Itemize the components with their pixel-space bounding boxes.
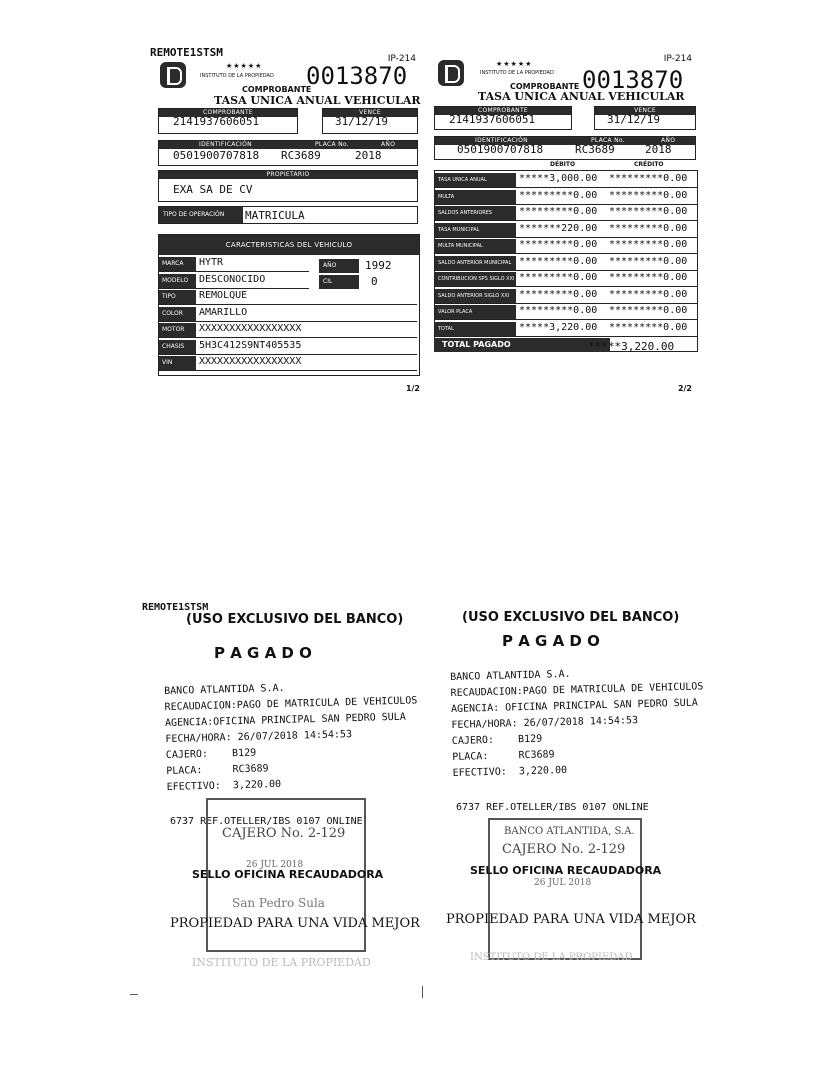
placa-value: RC3689	[281, 149, 321, 162]
amount-label: TASA UNICA ANUAL	[435, 173, 516, 187]
comprobante-box: COMPROBANTE 2141937606051	[158, 108, 298, 134]
amount-row	[435, 173, 697, 188]
credito-value: *********0.00	[609, 173, 688, 184]
debito-value: *********0.00	[519, 206, 598, 217]
cajero-stamp	[488, 818, 642, 960]
characteristic-row	[159, 274, 309, 289]
vence-box: VENCE 31/12/19	[594, 106, 696, 130]
pagado-label: P A G A D O	[214, 644, 312, 662]
scan-mark	[422, 986, 423, 998]
sello-label: SELLO OFICINA RECAUDADORA	[470, 864, 662, 877]
bank-lines	[450, 663, 706, 782]
amount-label: SALDO ANTERIOR SIGLO XXI	[435, 289, 516, 303]
identificacion-label: IDENTIFICACIÓN	[475, 137, 528, 144]
characteristic-label: TIPO	[159, 290, 196, 304]
stamp-date: 26 JUL 2018	[534, 878, 592, 888]
amount-label: SALDO ANTERIOR MUNICIPAL	[435, 256, 516, 270]
tipo-operacion-label: TIPO DE OPERACIÓN	[159, 207, 243, 223]
tipo-operacion-box	[158, 206, 418, 224]
bank-name: BANCO ATLANTIDA S.A.	[450, 668, 571, 683]
efectivo-line: EFECTIVO: 3,220.00	[452, 764, 568, 779]
characteristic-value: 5H3C412S9NT405535	[199, 339, 302, 351]
form-code: IP-214	[387, 54, 416, 64]
left-receipt	[150, 44, 422, 394]
remote-tag: REMOTE1STSM	[150, 46, 223, 59]
fecha-line: FECHA/HORA: 26/07/2018 14:54:53	[451, 715, 639, 731]
stamp-city: San Pedro Sula	[232, 896, 325, 910]
stamp-date: 26 JUL 2018	[246, 860, 304, 870]
cil-label: CIL	[319, 275, 359, 289]
debito-value: *********0.00	[519, 255, 598, 267]
characteristic-value: AMARILLO	[199, 306, 248, 318]
placa-line: PLACA: RC3689	[452, 749, 555, 763]
agencia-line: AGENCIA: OFICINA PRINCIPAL SAN PEDRO SULA	[450, 697, 698, 715]
cil-value: 0	[371, 275, 378, 288]
characteristic-value: XXXXXXXXXXXXXXXXX	[199, 356, 302, 367]
sello-label: SELLO OFICINA RECAUDADORA	[192, 868, 384, 881]
institute-name: INSTITUTO DE LA PROPIEDAD	[192, 956, 371, 969]
credito-value: *********0.00	[609, 189, 688, 201]
characteristic-label: MOTOR	[159, 323, 196, 337]
comprobante-title: COMPROBANTE	[510, 82, 580, 91]
characteristic-row	[159, 257, 309, 272]
credito-value: *********0.00	[609, 288, 688, 300]
debito-value: *****3,000.00	[519, 173, 598, 184]
receipt-title: TASA UNICA ANUAL VEHICULAR	[214, 94, 421, 107]
comprobante-title: COMPROBANTE	[242, 85, 312, 94]
amount-label: MULTA	[435, 190, 516, 204]
stars-icon: ★★★★★	[496, 60, 533, 68]
anio-value: 2018	[645, 143, 672, 156]
characteristic-label: VIN	[159, 356, 196, 370]
debito-value: *****3,220.00	[519, 321, 598, 333]
tipo-operacion-value: MATRICULA	[245, 209, 305, 222]
credito-value: *********0.00	[609, 222, 688, 234]
fecha-line: FECHA/HORA: 26/07/2018 14:54:53	[165, 729, 353, 745]
pagado-label: P A G A D O	[502, 632, 600, 650]
credito-value: *********0.00	[609, 321, 688, 333]
vence-box: VENCE 31/12/19	[322, 108, 418, 134]
characteristic-label: COLOR	[159, 307, 196, 321]
form-code: IP-214	[663, 54, 692, 64]
agencia-line: AGENCIA:OFICINA PRINCIPAL SAN PEDRO SULA	[164, 711, 406, 729]
ref-line: 6737 REF.OTELLER/IBS 0107 ONLINE	[456, 802, 649, 813]
credito-value: *********0.00	[609, 272, 688, 283]
propietario-value: EXA SA DE CV	[173, 183, 253, 196]
credito-value: *********0.00	[609, 305, 688, 316]
vence-value: 31/12/19	[607, 113, 660, 126]
anio2-value: 1992	[365, 259, 392, 272]
amount-label: VALOR PLACA	[435, 305, 516, 319]
amount-row	[435, 305, 697, 320]
characteristic-row	[159, 290, 417, 305]
propietario-box: PROPIETARIO EXA SA DE CV	[158, 170, 418, 202]
anio2-label: AÑO	[319, 259, 359, 273]
amount-row	[435, 223, 697, 238]
stamp-bank: BANCO ATLANTIDA, S.A.	[504, 826, 635, 837]
credito-value: *********0.00	[609, 206, 688, 217]
characteristic-value: DESCONOCIDO	[199, 273, 266, 285]
cajero-line: CAJERO: B129	[451, 733, 543, 747]
characteristic-row	[159, 323, 417, 338]
anio-label: AÑO	[661, 137, 676, 144]
right-receipt	[430, 44, 700, 394]
remote-tag: REMOTE1STSM	[142, 602, 209, 613]
recaudacion-line: RECAUDACION:PAGO DE MATRICULA DE VEHICULOS	[164, 695, 418, 713]
amount-label: CONTRIBUCION SPS SIGLO XXI	[435, 272, 516, 286]
bank-stamp-left	[140, 598, 430, 978]
identificacion-value: 0501900707818	[457, 143, 544, 156]
debito-value: *********0.00	[519, 189, 598, 201]
credito-value: *********0.00	[609, 239, 688, 250]
page-number: 1/2	[405, 384, 420, 393]
identificacion-label: IDENTIFICACIÓN	[199, 141, 252, 148]
characteristic-label: CHASIS	[159, 340, 196, 354]
debito-value: *******220.00	[519, 222, 598, 234]
characteristic-row	[159, 307, 417, 322]
bank-header: (USO EXCLUSIVO DEL BANCO)	[186, 612, 404, 627]
credito-label: CRÉDITO	[634, 161, 664, 168]
characteristic-value: XXXXXXXXXXXXXXXXX	[199, 323, 302, 334]
recaudacion-line: RECAUDACION:PAGO DE MATRICULA DE VEHICULOS	[450, 681, 704, 699]
anio-value: 2018	[355, 149, 382, 162]
credito-value: *********0.00	[609, 255, 688, 267]
serial-number: 0013870	[306, 62, 408, 90]
institute-name: INSTITUTO DE LA PROPIEDAD	[470, 952, 633, 963]
stamp-cajero: CAJERO No. 2-129	[222, 826, 346, 841]
institute-name: INSTITUTO DE LA PROPIEDAD	[480, 70, 554, 76]
caracteristicas-box: CARACTERISTICAS DEL VEHICULO MARCA HYTR MODELO DESCONOCIDO TIPO REMOLQUE COLOR AMARILLO MOTOR XXXXXXXXXXXXXXXXX CHASIS 5H3C412S9NT405535 VIN XXXXXXXXXXXXXXXXX AÑO 1992 CIL 0	[158, 234, 420, 376]
receipt-title: TASA UNICA ANUAL VEHICULAR	[478, 90, 685, 103]
total-pagado-value: *****3,220.00	[588, 340, 675, 353]
placa-label: PLACA No.	[315, 141, 349, 148]
institute-name: INSTITUTO DE LA PROPIEDAD	[200, 73, 274, 79]
bank-name: BANCO ATLANTIDA S.A.	[164, 682, 285, 697]
amount-label: TASA MUNICIPAL	[435, 223, 516, 237]
placa-line: PLACA: RC3689	[166, 763, 269, 777]
debito-label: DÉBITO	[550, 161, 576, 168]
identificacion-value: 0501900707818	[173, 149, 260, 162]
serial-number: 0013870	[582, 66, 684, 94]
stars-icon: ★★★★★	[226, 62, 263, 70]
stamp-cajero: CAJERO No. 2-129	[502, 842, 626, 857]
placa-value: RC3689	[575, 143, 615, 156]
amount-label: MULTA MUNICIPAL	[435, 239, 516, 253]
page-number: 2/2	[677, 384, 692, 393]
amount-row	[435, 322, 697, 337]
amount-label: TOTAL	[435, 322, 516, 336]
amount-label: SALDOS ANTERIORES	[435, 206, 516, 220]
comprobante-value: 2141937606051	[173, 115, 260, 128]
ref-line: 6737 REF.OTELLER/IBS 0107 ONLINE	[170, 816, 363, 827]
amount-row	[435, 289, 697, 304]
cajero-line: CAJERO: B129	[165, 747, 257, 761]
bank-lines	[164, 677, 420, 796]
efectivo-line: EFECTIVO: 3,220.00	[166, 778, 282, 793]
debito-value: *********0.00	[519, 288, 598, 300]
amount-row	[435, 256, 697, 271]
institute-logo-icon	[160, 62, 186, 88]
amounts-table	[434, 170, 698, 352]
amount-row	[435, 206, 697, 221]
amount-row	[435, 190, 697, 205]
total-pagado-label: TOTAL PAGADO	[434, 338, 610, 352]
debito-value: *********0.00	[519, 239, 598, 250]
vence-value: 31/12/19	[335, 115, 388, 128]
motto: PROPIEDAD PARA UNA VIDA MEJOR	[170, 916, 420, 931]
characteristic-row	[159, 340, 417, 355]
characteristic-value: REMOLQUE	[199, 290, 248, 301]
debito-value: *********0.00	[519, 272, 598, 283]
characteristic-row	[159, 356, 417, 371]
identificacion-box	[434, 136, 696, 160]
comprobante-value: 2141937606051	[449, 113, 536, 126]
bank-header: (USO EXCLUSIVO DEL BANCO)	[462, 610, 680, 625]
bank-stamp-right	[440, 598, 730, 978]
scan-mark	[130, 994, 138, 995]
characteristic-label: MODELO	[159, 274, 196, 288]
amount-row	[435, 272, 697, 287]
characteristic-value: HYTR	[199, 257, 224, 268]
characteristic-label: MARCA	[159, 257, 196, 271]
placa-label: PLACA No.	[591, 137, 625, 144]
amount-row	[435, 239, 697, 254]
comprobante-box: COMPROBANTE 2141937606051	[434, 106, 572, 130]
motto: PROPIEDAD PARA UNA VIDA MEJOR	[446, 912, 696, 927]
institute-logo-icon	[438, 60, 464, 86]
anio-label: AÑO	[381, 141, 396, 148]
identificacion-box	[158, 140, 418, 166]
debito-value: *********0.00	[519, 305, 598, 316]
